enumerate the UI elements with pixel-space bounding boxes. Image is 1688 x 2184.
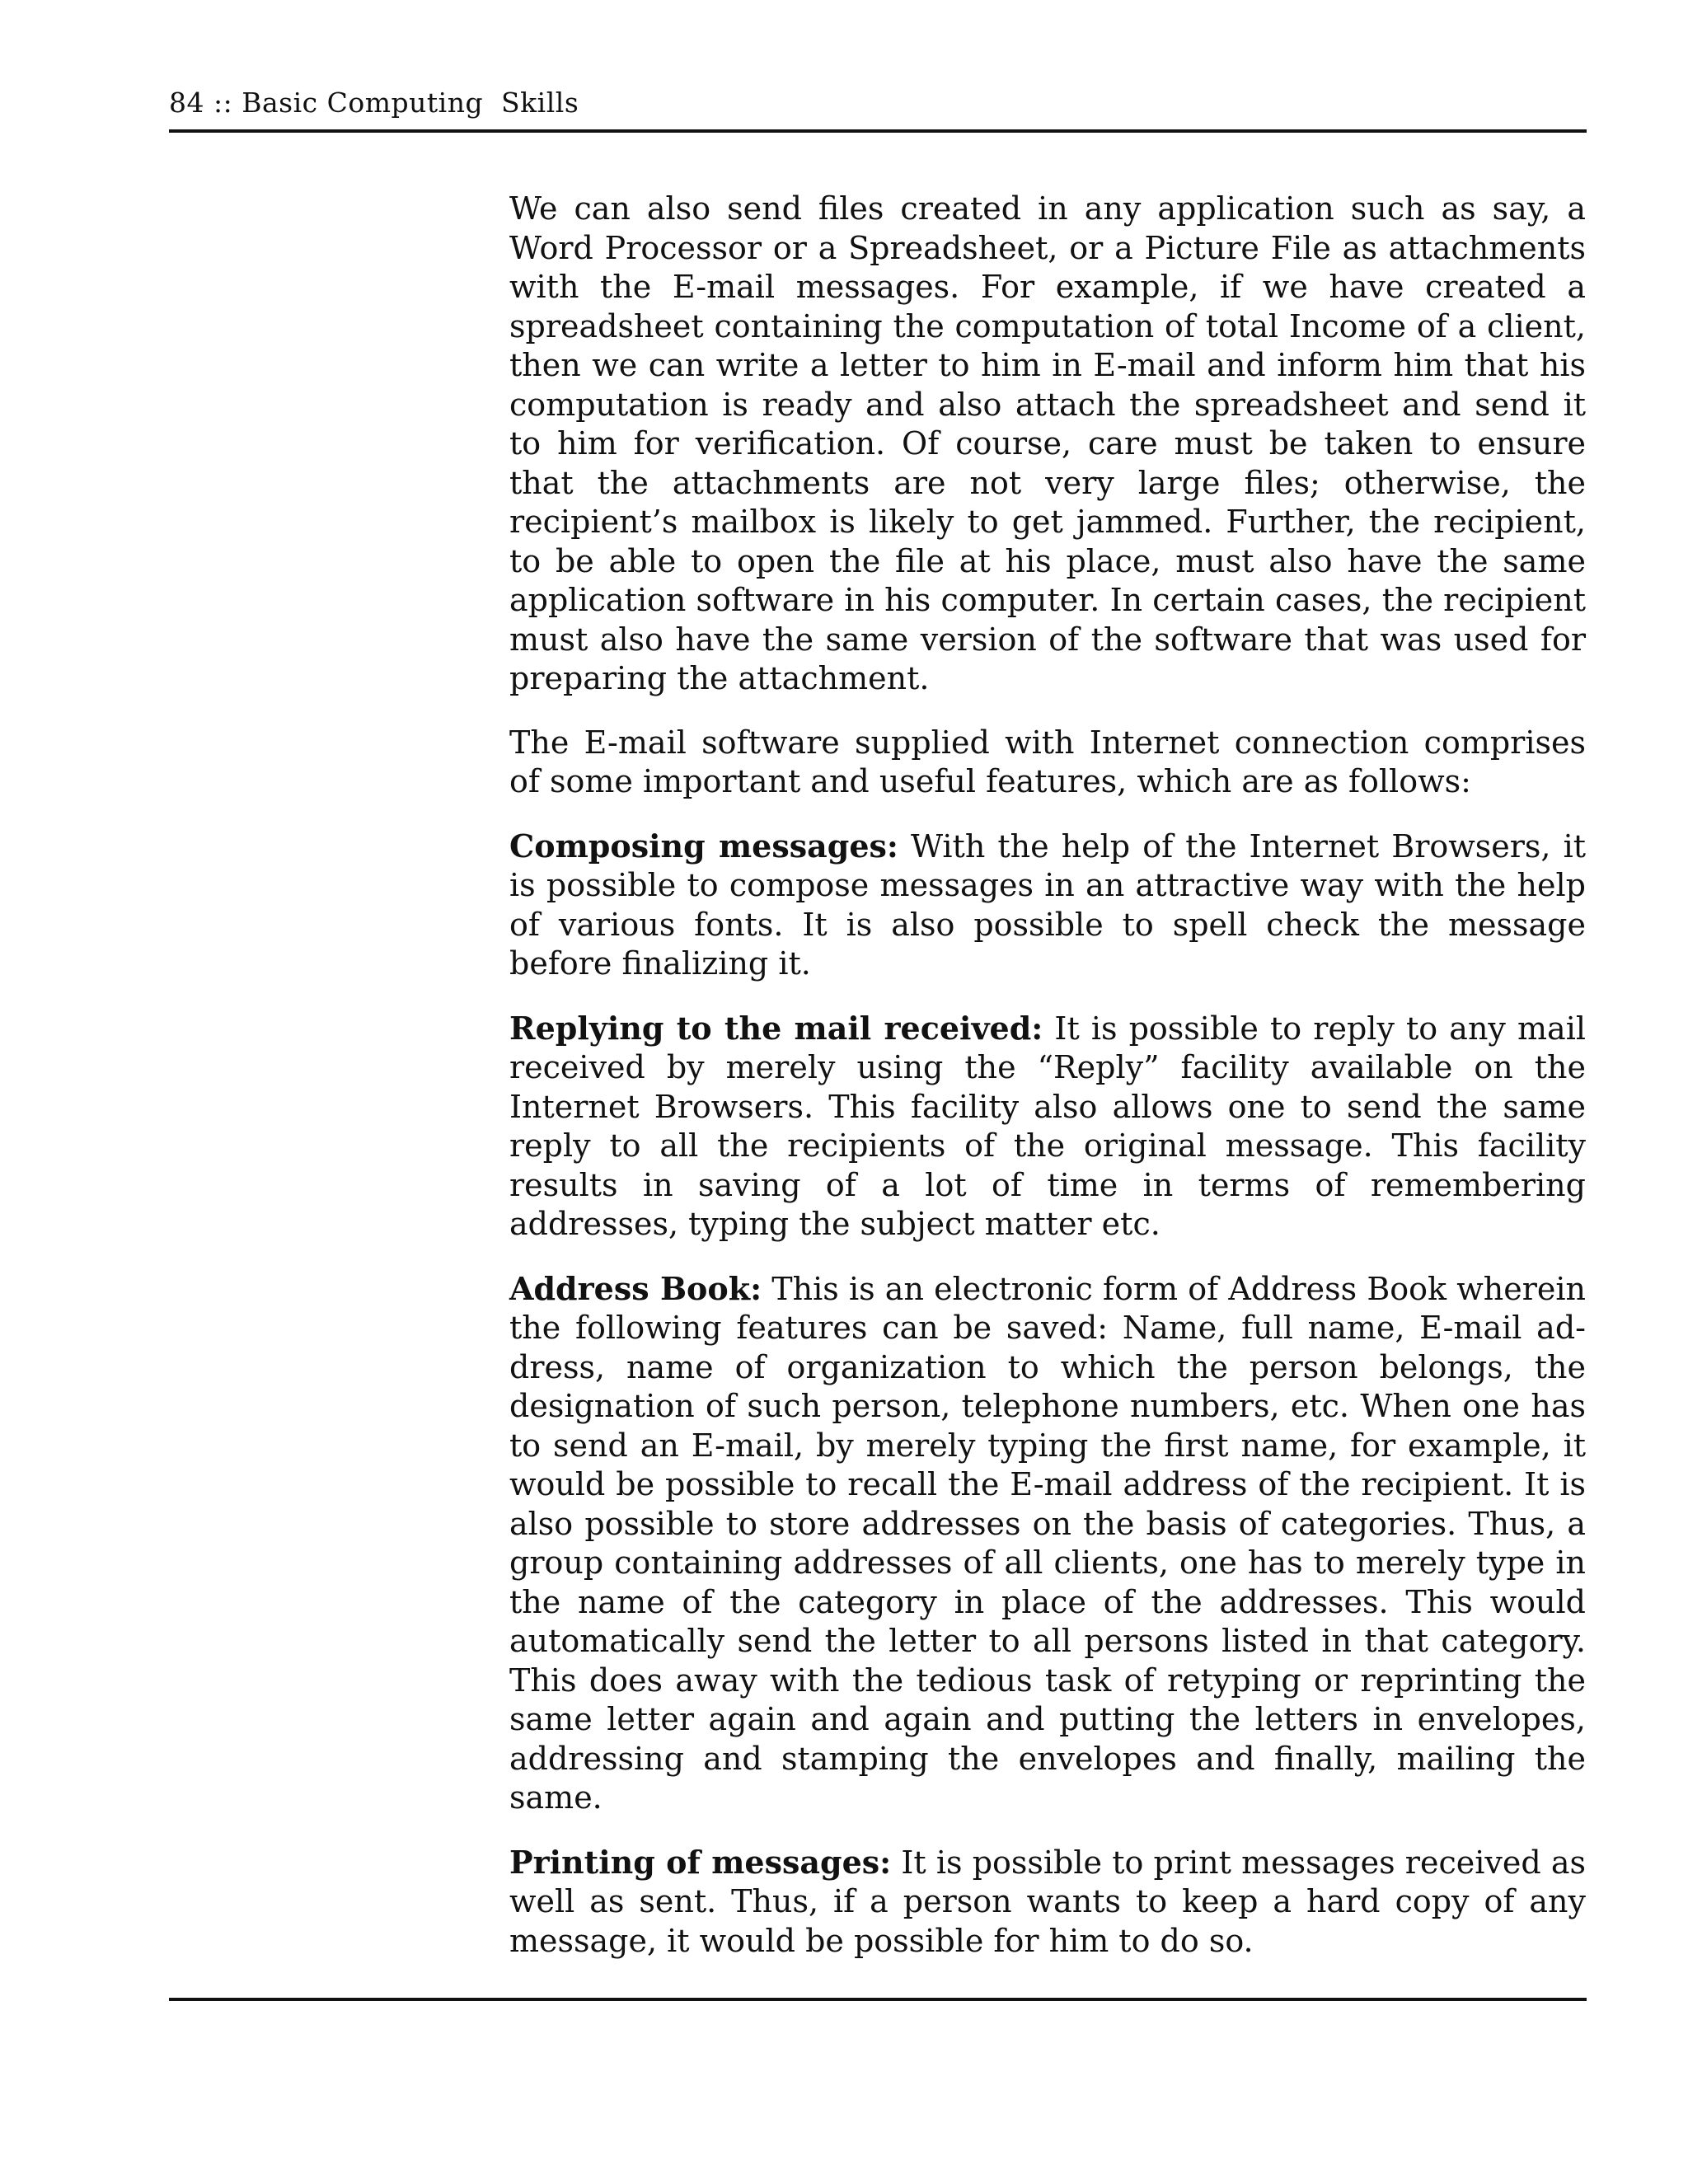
running-header: 84 :: Basic Computing Skills [169, 87, 579, 119]
feature-text: It is possible to print messages received as well as sent. Thus, if a person wants to keep a hard copy of any message, it would be possible for him to do so. [509, 1844, 1586, 1959]
main-text [509, 190, 1586, 1985]
feature-text: With the help of the Internet Browsers, it is possible to compose messages in an attractive way with the help of various fonts. It is also possible to spell check the message before finalizing it. [509, 827, 1586, 982]
feature-text: It is possible to reply to any mail received by merely using the “Reply” facility available on the Internet Browsers. This facility also allows one to send the same reply to all the recipients of the original message. This facility results in saving of a lot of time in terms of remembering addresses, typing the subject matter etc. [509, 1010, 1586, 1242]
feature-text: This is an electronic form of Address Book wherein the following features can be saved: Name, full name, E-mail address, name of organization to which the person belongs, the designation of such person, telephone numbers, etc. When one has to send an E-mail, by merely typing the first name, for example, it would be possible to recall the E-mail address of the recipient. It is also possible to store addresses on the basis of categories. Thus, a group containing addresses of all clients, one has to merely type in the name of the category in place of the addresses. This would automatically send the letter to all persons listed in that category. This does away with the tedious task of retyping or reprinting the same letter again and again and putting the letters in envelopes, addressing and stamping the envelopes and finally, mailing the same. [509, 1270, 1586, 1816]
feature-title: Composing messages: [509, 827, 898, 865]
body-paragraph: We can also send files created in any application such as say, a Word Processor or a Spreadsheet, or a Picture File as attachments with the E-mail messages. For example, if we have created a spreadsheet containing the computation of total Income of a client, then we can write a letter to him in E-mail and inform him that his computation is ready and also attach the spreadsheet and send it to him for verification. Of course, care must be taken to ensure that the attachments are not very large files; otherwise, the recipient’s mailbox is likely to get jammed. Further, the recipient, to be able to open the file at his place, must also have the same application software in his computer. In certain cases, the recipient must also have the same version of the software that was used for preparing the attachment. [509, 190, 1586, 696]
feature-replying [509, 1009, 1586, 1244]
feature-title: Replying to the mail received: [509, 1009, 1043, 1047]
feature-composing [509, 827, 1586, 984]
footer-rule [169, 1998, 1587, 2001]
feature-title: Printing of messages: [509, 1843, 892, 1881]
feature-address-book [509, 1269, 1586, 1818]
header-rule [169, 129, 1587, 133]
feature-printing [509, 1843, 1586, 1961]
feature-title: Address Book: [509, 1269, 762, 1307]
body-paragraph: The E-mail software supplied with Internet connection comprises of some important and useful features, which are as follows: [509, 724, 1586, 799]
